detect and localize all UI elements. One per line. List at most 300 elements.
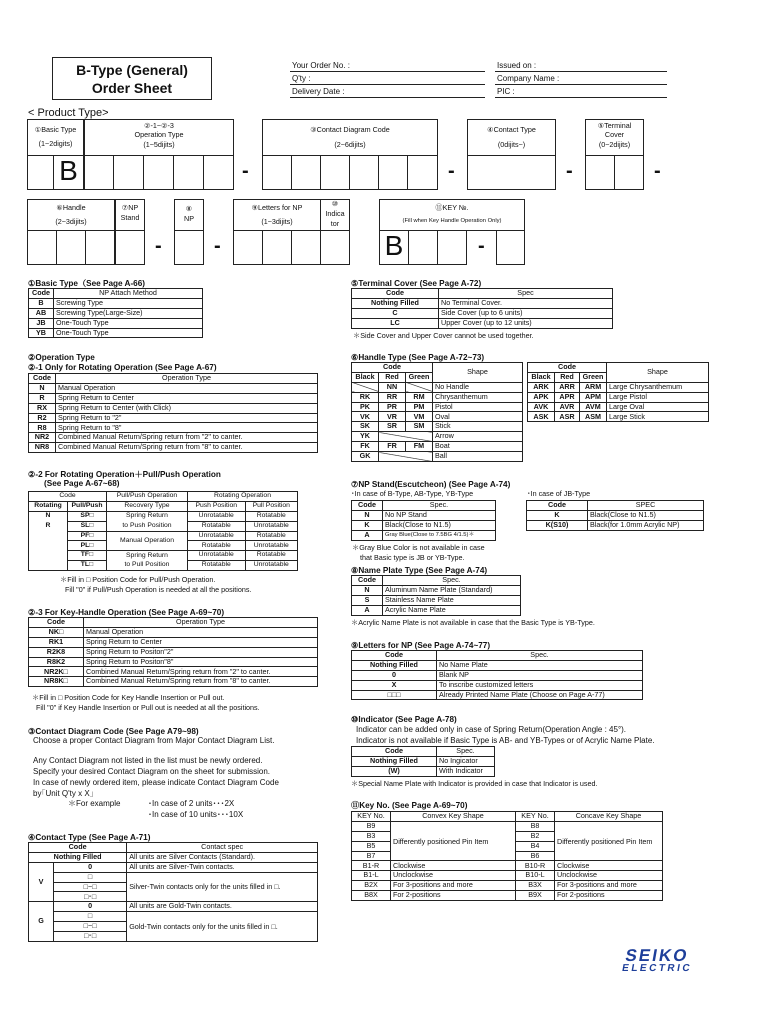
key-digit-2[interactable]: [408, 230, 438, 265]
code-cell: NR8K□: [29, 677, 84, 687]
pull-cell: Unrotatable: [245, 521, 297, 531]
code-cell: 0: [352, 670, 437, 680]
s23-note1: ＊Fill in □ Position Code for Key Handle Insertion or Pull out.: [32, 693, 225, 702]
op-digit-1[interactable]: [84, 155, 114, 190]
desc-cell: For 3-positions and more: [391, 881, 516, 891]
code-cell: YB: [29, 328, 54, 338]
desc-cell: For 3-positions and more: [555, 881, 663, 891]
table-row: [29, 531, 298, 541]
code-cell: ARR: [555, 382, 580, 392]
np-stand-input[interactable]: [115, 230, 145, 265]
th-rotating: Rotating: [29, 501, 68, 511]
cd-digit-2[interactable]: [291, 155, 321, 190]
handle-range: (2~3dijits): [55, 217, 87, 226]
code-cell: [406, 382, 433, 392]
letters-digit-1[interactable]: [233, 230, 263, 265]
letters-np-table: [351, 650, 643, 700]
table-row: [352, 585, 521, 595]
table-row: [352, 680, 643, 690]
letters-np-label: ⑨Letters for NP: [251, 203, 303, 212]
th-code: Code: [352, 363, 433, 373]
delivery-line[interactable]: [290, 97, 485, 98]
th-code: Code: [29, 289, 54, 299]
spec-cell: Screwing Type(Large-Size): [54, 308, 203, 318]
handle-label: ⑥Handle: [56, 203, 86, 212]
code-cell: N: [29, 511, 68, 521]
table-row: [29, 647, 318, 657]
table-row: [29, 308, 203, 318]
push-cell: Unrotatable: [187, 551, 245, 561]
code-cell: SP□: [68, 511, 107, 521]
key-digit-1[interactable]: B: [379, 230, 409, 265]
handle-digit-1[interactable]: [27, 230, 57, 265]
th-black: Black: [352, 372, 379, 382]
desc-cell: For 2-positions: [555, 891, 663, 901]
shape-cell: Large Stick: [607, 412, 709, 422]
table-row: [527, 510, 704, 520]
spec-cell: Spring Return to Center: [56, 393, 318, 403]
spec-cell: Gold-Twin contacts only for the units filled in □.: [127, 912, 318, 942]
g-code-cell: G: [29, 902, 54, 942]
basic-type-range: (1~2digits): [38, 139, 73, 148]
th-shape: Shape: [433, 363, 523, 383]
code-cell: [352, 382, 379, 392]
table-row: [29, 627, 318, 637]
desc-cell: Clockwise: [391, 861, 516, 871]
spec-cell: Acrylic Name Plate: [383, 605, 521, 615]
table-row: [352, 595, 521, 605]
th-code: Code: [352, 747, 437, 757]
np-label-box: [174, 199, 204, 231]
product-type-heading: < Product Type>: [28, 107, 109, 119]
table-row: [29, 511, 298, 521]
table-row: [29, 521, 298, 531]
spec-cell: Black(for 1.0mm Acrylic NP): [588, 520, 704, 530]
code-cell: 0: [54, 862, 127, 872]
key-no-label: ⑪KEY №.: [435, 203, 469, 212]
recovery-cell: to Push Position: [107, 521, 188, 531]
spec-cell: Manual Operation: [84, 627, 318, 637]
table-row: [352, 871, 663, 881]
code-cell: Nothing Filled: [352, 298, 439, 308]
spec-cell: One-Touch Type: [54, 318, 203, 328]
table-row: [352, 402, 523, 412]
cd-digit-3[interactable]: [320, 155, 350, 190]
code-cell: Nothing Filled: [352, 660, 437, 670]
dash-5: -: [155, 235, 162, 257]
qty-line[interactable]: [290, 84, 485, 85]
table-row: [29, 561, 298, 571]
code-cell: RK1: [29, 637, 84, 647]
table-row: [29, 403, 318, 413]
recovery-cell: Manual Operation: [107, 531, 188, 551]
op-digit-3[interactable]: [143, 155, 174, 190]
table-row: [29, 637, 318, 647]
table-row: [29, 657, 318, 667]
code-cell: PF□: [68, 531, 107, 541]
table-row: [29, 902, 318, 912]
code-cell: R: [29, 393, 56, 403]
code-cell: FK: [352, 442, 379, 452]
s3-example-1: ･In case of 2 units･･･2X: [148, 799, 235, 808]
table-row: [352, 881, 663, 891]
issued-label: Issued on :: [497, 61, 537, 70]
tc-digit-1[interactable]: [585, 155, 615, 190]
code-cell: TL□: [68, 561, 107, 571]
dash-1: -: [242, 160, 249, 182]
spec-cell: Screwing Type: [54, 298, 203, 308]
key-cell: B10-L: [516, 871, 555, 881]
operation-type-label-box: [84, 119, 234, 156]
code-cell: [29, 551, 68, 561]
table-row: [29, 413, 318, 423]
code-cell: VK: [352, 412, 379, 422]
code-cell: AB: [29, 308, 54, 318]
table-row: [29, 862, 318, 872]
operation-type-label2: Operation Type: [134, 130, 184, 139]
pic-label: PIC :: [497, 87, 515, 96]
title-line2: Order Sheet: [91, 80, 173, 96]
code-cell: AVK: [528, 402, 555, 412]
np-label2: NP: [184, 214, 194, 223]
key-cell: B7: [352, 851, 391, 861]
code-cell: K(S10): [527, 520, 588, 530]
handle-digit-3[interactable]: [85, 230, 115, 265]
spec-cell: No Name Plate: [437, 660, 643, 670]
code-cell: SM: [406, 422, 433, 432]
table-row: [29, 393, 318, 403]
s3-title: ③Contact Diagram Code (See Page A79~98): [28, 727, 199, 736]
code-cell: X: [352, 680, 437, 690]
qty-label: Q'ty :: [292, 74, 311, 83]
th-recovery: Recovery Type: [107, 501, 188, 511]
table-row: [528, 412, 709, 422]
table-row: [29, 551, 298, 561]
company-label: Company Name :: [497, 74, 560, 83]
tc-digit-2[interactable]: [614, 155, 644, 190]
order-no-line[interactable]: [290, 71, 485, 72]
letters-np-range: (1~3dijits): [261, 217, 293, 226]
code-cell: PR: [379, 402, 406, 412]
code-cell: RM: [406, 392, 433, 402]
spec-cell: No Ingicator: [437, 756, 495, 766]
code-cell: [29, 541, 68, 551]
key-cell: B6: [516, 851, 555, 861]
code-cell: TF□: [68, 551, 107, 561]
key-cell: B3X: [516, 881, 555, 891]
spec-cell: Black(Close to N1.5): [588, 510, 704, 520]
code-cell: [379, 452, 433, 462]
s6-title: ⑥Handle Type (See Page A-72~73): [351, 353, 485, 362]
s8-title: ⑧Name Plate Type (See Page A-74): [351, 566, 488, 575]
code-cell: A: [352, 530, 383, 540]
spec-cell: Blank NP: [437, 670, 643, 680]
table-row: [352, 891, 663, 901]
np-stand-table-right: [526, 500, 704, 531]
code-cell: APK: [528, 392, 555, 402]
handle-digit-2[interactable]: [56, 230, 86, 265]
spec-cell: Gray Blue(Close to 7.5BG 4/1.5)＊: [383, 530, 496, 540]
code-cell: R2K8: [29, 647, 84, 657]
terminal-cover-table: [351, 288, 613, 329]
th-black: Black: [528, 372, 555, 382]
pull-cell: Rotatable: [245, 551, 297, 561]
spec-cell: To inscribe customized letters: [437, 680, 643, 690]
spec-cell: Spring Return to "8": [56, 423, 318, 433]
table-row: [29, 677, 318, 687]
np-input[interactable]: [174, 230, 204, 265]
basic-type-label-box: [27, 119, 84, 156]
np-stand-table-left: [351, 500, 496, 541]
code-cell: YK: [352, 432, 379, 442]
spec-cell: Silver-Twin contacts only for the units filled in □.: [127, 872, 318, 902]
th-code: Code: [352, 651, 437, 661]
spec-cell: With Indicator: [437, 766, 495, 776]
op-digit-4[interactable]: [173, 155, 204, 190]
company-line[interactable]: [495, 84, 667, 85]
code-cell: B: [29, 298, 54, 308]
th-pull-position: Pull Position: [245, 501, 297, 511]
title-box: [52, 57, 212, 100]
pull-cell: Unrotatable: [245, 541, 297, 551]
np-stand-label2: Stand: [120, 213, 140, 222]
key-no-label-box: [379, 199, 525, 231]
code-cell: GK: [352, 452, 379, 462]
np-label1: ⑧: [185, 204, 193, 213]
spec-cell: Manual Operation: [56, 383, 318, 393]
th-key-no: KEY No.: [516, 812, 555, 822]
spec-cell: Upper Cover (up to 12 units): [439, 318, 613, 328]
spec-cell: Combined Manual Return/Spring return from "8" to canter.: [56, 443, 318, 453]
table-row: [29, 667, 318, 677]
np-stand-label-box: [115, 199, 145, 231]
code-cell: RX: [29, 403, 56, 413]
th-spec: Spec.: [437, 747, 495, 757]
contact-type-label-box: [467, 119, 556, 156]
table-row: [29, 433, 318, 443]
desc-cell: Differently positioned Pin Item: [391, 821, 516, 861]
code-cell: R8: [29, 423, 56, 433]
key-digit-3[interactable]: [437, 230, 467, 265]
key-cell: B9X: [516, 891, 555, 901]
desc-cell: Unclockwise: [391, 871, 516, 881]
th-spec: Spec.: [437, 651, 643, 661]
key-cell: B1-R: [352, 861, 391, 871]
code-cell: SK: [352, 422, 379, 432]
pull-cell: Rotatable: [245, 511, 297, 521]
spec-cell: Aluminum Name Plate (Standard): [383, 585, 521, 595]
code-cell: □･□: [54, 932, 127, 942]
code-cell: AVM: [580, 402, 607, 412]
th-shape: Shape: [607, 363, 709, 383]
key-no-note: (Fill when Key Handle Operation Only): [402, 218, 502, 224]
pic-line[interactable]: [495, 97, 667, 98]
code-cell: LC: [352, 318, 439, 328]
contact-type-range: (0dijits~): [497, 140, 526, 149]
key-digit-4[interactable]: [496, 230, 525, 265]
table-row: [352, 766, 495, 776]
spec-cell: Spring Return to Positon"8": [84, 657, 318, 667]
basic-type-digit-2[interactable]: B: [53, 155, 84, 190]
cd-digit-1[interactable]: [262, 155, 292, 190]
spec-cell: No NP Stand: [383, 510, 496, 520]
th-concave: Concave Key Shape: [555, 812, 663, 822]
table-row: [352, 756, 495, 766]
spec-cell: Combined Manual Return/Spring return from "8" to canter.: [84, 677, 318, 687]
table-row: [29, 298, 203, 308]
pull-cell: Rotatable: [245, 531, 297, 541]
contact-diagram-label-box: [262, 119, 438, 156]
spec-cell: One-Touch Type: [54, 328, 203, 338]
desc-cell: Unclockwise: [555, 871, 663, 881]
th-np-attach: NP Attach Method: [54, 289, 203, 299]
spec-cell: Combined Manual Return/Spring return from "2" to canter.: [56, 433, 318, 443]
code-cell: APM: [580, 392, 607, 402]
code-cell: N: [29, 383, 56, 393]
op-digit-2[interactable]: [113, 155, 144, 190]
code-cell: [379, 432, 433, 442]
operation-type-range: (1~5dijits): [143, 140, 175, 149]
table-row: [29, 423, 318, 433]
th-push-position: Push Position: [187, 501, 245, 511]
shape-cell: Arrow: [433, 432, 523, 442]
code-cell: SR: [379, 422, 406, 432]
code-cell: □~□: [54, 922, 127, 932]
s7-sub-left: ･In case of B-Type, AB-Type, YB-Type: [351, 489, 474, 498]
code-cell: R: [29, 521, 68, 531]
dash-4: -: [654, 160, 661, 182]
contact-type-label: ④Contact Type: [487, 125, 536, 134]
s11-title: ⑪Key No. (See Page A-69~70): [351, 801, 468, 810]
op-digit-5[interactable]: [203, 155, 234, 190]
s5-note: ＊Side Cover and Upper Cover cannot be used together.: [353, 331, 534, 340]
table-row: [352, 442, 523, 452]
table-row: [29, 872, 318, 882]
desc-cell: For 2-positions: [391, 891, 516, 901]
s2-sub: ②-1 Only for Rotating Operation (See Page A-67): [28, 363, 217, 372]
th-rotating-operation: Rotating Operation: [187, 492, 297, 502]
code-cell: [29, 561, 68, 571]
table-row: [528, 382, 709, 392]
contact-diagram-range: (2~6dijits): [334, 140, 366, 149]
th-spec: Spec.: [383, 576, 521, 586]
th-code: Code: [352, 576, 383, 586]
indicator-input[interactable]: [320, 230, 350, 265]
th-pull-push: Pull/Push: [68, 501, 107, 511]
th-code: Code: [29, 374, 56, 384]
code-cell: ASR: [555, 412, 580, 422]
code-cell: NR2K□: [29, 667, 84, 677]
key-cell: B5: [352, 841, 391, 851]
letters-digit-3[interactable]: [291, 230, 321, 265]
th-code: Code: [29, 618, 84, 628]
logo-line2: ELECTRIC: [621, 963, 694, 974]
code-cell: ARK: [528, 382, 555, 392]
table-row: [352, 452, 523, 462]
code-cell: ASK: [528, 412, 555, 422]
spec-cell: Spring Return to "2": [56, 413, 318, 423]
code-cell: RK: [352, 392, 379, 402]
shape-cell: Large Chrysanthemum: [607, 382, 709, 392]
table-row: [528, 402, 709, 412]
s3-line1: Choose a proper Contact Diagram from Major Contact Diagram List.: [33, 736, 275, 745]
spec-cell: Side Cover (up to 6 units): [439, 308, 613, 318]
table-row: [352, 432, 523, 442]
spec-cell: Spring Return to Center: [84, 637, 318, 647]
code-cell: FM: [406, 442, 433, 452]
th-contact-spec: Contact spec: [127, 843, 318, 853]
issued-line[interactable]: [495, 71, 667, 72]
s3-line3: Specify your desired Contact Diagram on the sheet for submission.: [33, 767, 271, 776]
key-cell: B9: [352, 821, 391, 831]
code-cell: SL□: [68, 521, 107, 531]
th-spec: SPEC: [588, 501, 704, 511]
indicator-label2: Indica: [325, 209, 345, 218]
code-cell: (W): [352, 766, 437, 776]
s3-example-label: ＊For example: [68, 799, 121, 808]
cd-digit-5[interactable]: [378, 155, 408, 190]
code-cell: ARM: [580, 382, 607, 392]
th-code: Code: [527, 501, 588, 511]
shape-cell: Chrysanthemum: [433, 392, 523, 402]
table-row: [352, 660, 643, 670]
contact-type-input[interactable]: [467, 155, 556, 190]
indicator-label-box: [320, 199, 350, 231]
s22-note2: Fill "0" if Pull/Push Operation is needed at all the positions.: [65, 585, 252, 594]
s9-title: ⑨Letters for NP (See Page A-74~77): [351, 641, 491, 650]
code-cell: VM: [406, 412, 433, 422]
table-row: [352, 690, 643, 700]
letters-digit-2[interactable]: [262, 230, 292, 265]
spec-cell: All units are Silver Contacts (Standard).: [127, 852, 318, 862]
s10-line2: Indicator is not available if Basic Type is AB- and YB-Types or of Acrylic Name Plate.: [356, 736, 655, 745]
code-cell: FR: [379, 442, 406, 452]
push-cell: Unrotatable: [187, 511, 245, 521]
key-cell: B2: [516, 831, 555, 841]
th-code: Code: [352, 289, 439, 299]
s10-note: ＊Special Name Plate with Indicator is provided in case that Indicator is used.: [351, 779, 598, 788]
code-cell: C: [352, 308, 439, 318]
terminal-cover-label2: Cover: [604, 130, 625, 139]
th-code: Code: [352, 501, 383, 511]
contact-type-table: [28, 842, 318, 942]
code-cell: □: [54, 912, 127, 922]
code-cell: VR: [379, 412, 406, 422]
code-cell: R2: [29, 413, 56, 423]
basic-type-table: [28, 288, 203, 338]
spec-cell: Black(Close to N1.5): [383, 520, 496, 530]
code-cell: □: [54, 872, 127, 882]
shape-cell: Large Pistol: [607, 392, 709, 402]
name-plate-table: [351, 575, 521, 616]
code-cell: Nothing Filled: [29, 852, 127, 862]
th-operation: Operation Type: [84, 618, 318, 628]
table-row: [528, 392, 709, 402]
cd-digit-4[interactable]: [349, 155, 379, 190]
key-cell: B10-R: [516, 861, 555, 871]
dash-2: -: [448, 160, 455, 182]
spec-cell: No Terminal Cover.: [439, 298, 613, 308]
th-code: Code: [528, 363, 607, 373]
cd-digit-6[interactable]: [407, 155, 438, 190]
handle-type-table-left: [351, 362, 523, 462]
terminal-cover-label-box: [585, 119, 644, 156]
code-cell: PK: [352, 402, 379, 412]
contact-diagram-label: ③Contact Diagram Code: [310, 125, 390, 134]
basic-type-digit-1[interactable]: [27, 155, 54, 190]
code-cell: N: [352, 510, 383, 520]
code-cell: JB: [29, 318, 54, 328]
